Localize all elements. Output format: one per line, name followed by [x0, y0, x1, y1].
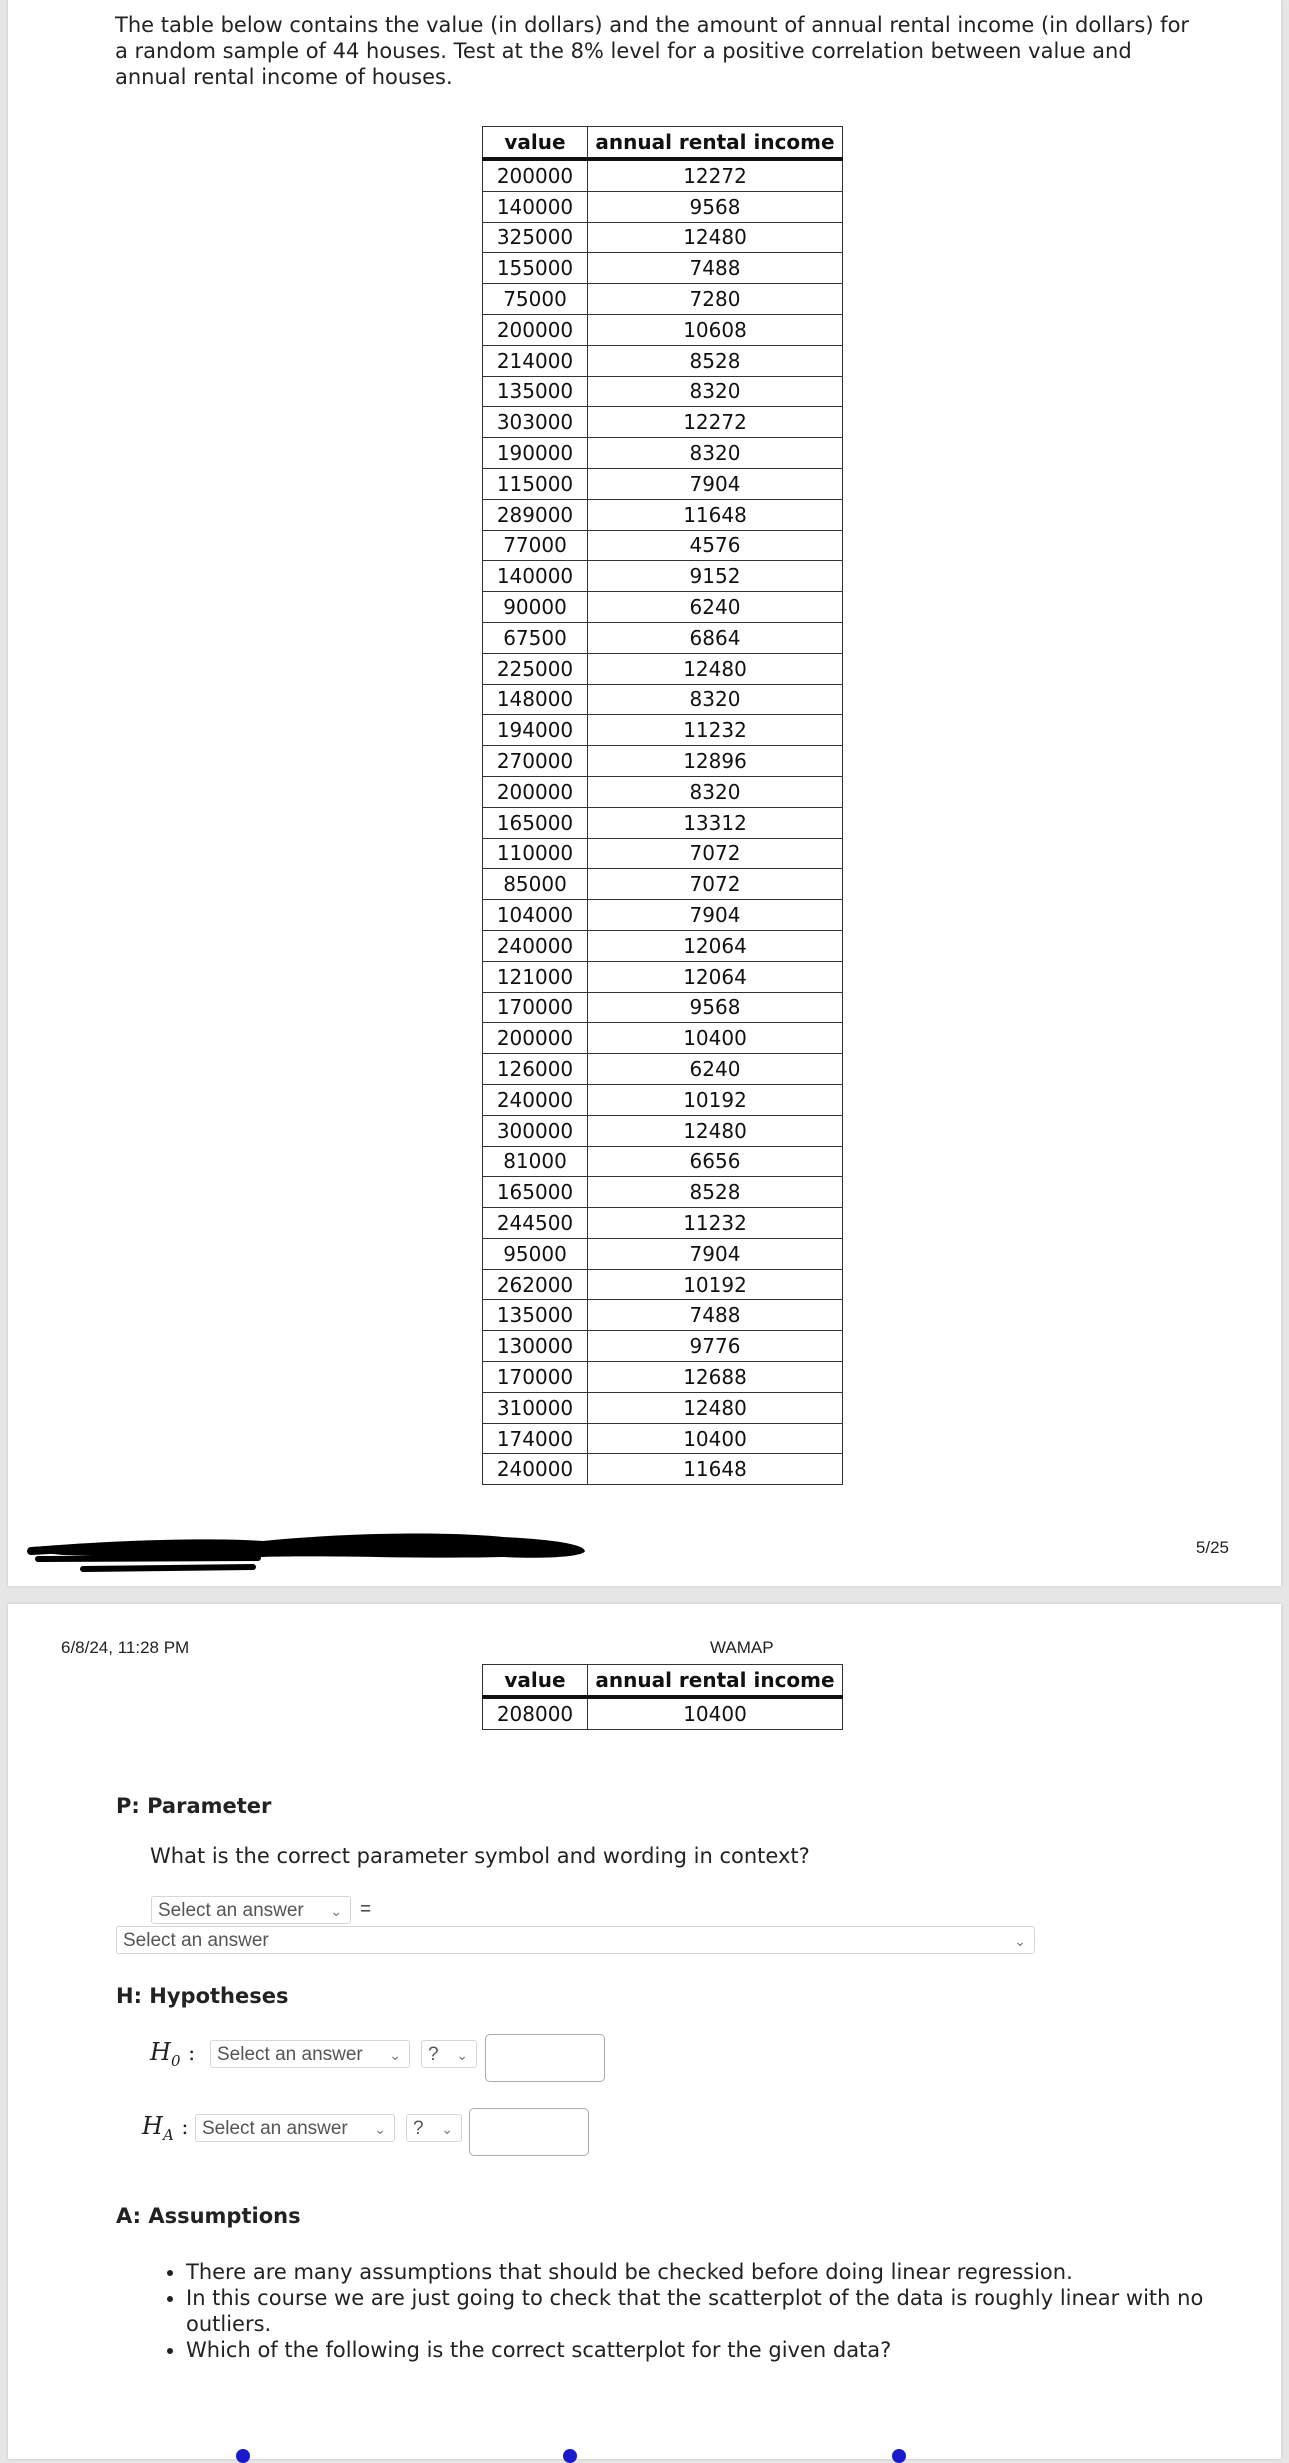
cell-rental-income: 12896	[588, 746, 843, 777]
data-table-continued	[482, 1664, 843, 1730]
assumptions-list	[156, 2259, 1246, 2363]
cell-rental-income: 10192	[588, 1269, 843, 1300]
h0-value-input[interactable]	[485, 2034, 605, 2082]
cell-value: 200000	[483, 776, 588, 807]
parameter-question: What is the correct parameter symbol and wording in context?	[150, 1844, 810, 1868]
cell-rental-income: 8320	[588, 684, 843, 715]
table-row	[483, 838, 843, 869]
cell-value: 130000	[483, 1331, 588, 1362]
cell-rental-income: 8320	[588, 376, 843, 407]
cell-value: 170000	[483, 1362, 588, 1393]
table-row	[483, 1208, 843, 1239]
scatterplot-option-b-point	[563, 2449, 577, 2463]
ha-subscript: A	[162, 2126, 174, 2144]
scatterplot-option-c-point	[892, 2449, 906, 2463]
table-row	[483, 592, 843, 623]
cell-value: 165000	[483, 1177, 588, 1208]
table-row	[483, 930, 843, 961]
cell-rental-income: 12064	[588, 961, 843, 992]
cell-value: 240000	[483, 1084, 588, 1115]
assumption-item: • There are many assumptions that should be checked before doing linear regression.	[186, 2259, 1246, 2285]
cell-rental-income: 11648	[588, 499, 843, 530]
site-title: WAMAP	[710, 1638, 774, 1657]
cell-value: 262000	[483, 1269, 588, 1300]
cell-value: 270000	[483, 746, 588, 777]
assumption-item: • Which of the following is the correct scatterplot for the given data?	[186, 2337, 1246, 2363]
cell-rental-income: 9568	[588, 992, 843, 1023]
cell-value: 170000	[483, 992, 588, 1023]
cell-value: 155000	[483, 253, 588, 284]
table-row	[483, 869, 843, 900]
table-row	[483, 1300, 843, 1331]
redaction-scribble	[23, 1525, 593, 1575]
h0-colon: :	[188, 2041, 196, 2065]
cell-value: 194000	[483, 715, 588, 746]
cell-rental-income: 11232	[588, 715, 843, 746]
table-row	[483, 1238, 843, 1269]
column-header-income: annual rental income	[588, 127, 843, 160]
h0-letter: H	[150, 2038, 171, 2066]
table-row	[483, 1146, 843, 1177]
cell-rental-income: 9152	[588, 561, 843, 592]
table-row	[483, 715, 843, 746]
table-row	[483, 1331, 843, 1362]
cell-value: 214000	[483, 345, 588, 376]
table-row	[483, 653, 843, 684]
cell-rental-income: 7072	[588, 869, 843, 900]
chevron-down-icon: ⌄	[330, 1903, 342, 1919]
cell-rental-income: 11648	[588, 1454, 843, 1485]
assumption-item: • In this course we are just going to check that the scatterplot of the data is roughly linear with no outliers.	[186, 2285, 1246, 2337]
cell-rental-income: 6240	[588, 592, 843, 623]
cell-value: 95000	[483, 1238, 588, 1269]
table-row	[483, 191, 843, 222]
cell-rental-income: 12480	[588, 222, 843, 253]
cell-rental-income: 7072	[588, 838, 843, 869]
cell-rental-income: 10400	[588, 1423, 843, 1454]
table-row	[483, 807, 843, 838]
cell-value: 240000	[483, 930, 588, 961]
cell-value: 303000	[483, 407, 588, 438]
cell-value: 300000	[483, 1115, 588, 1146]
cell-rental-income: 7488	[588, 253, 843, 284]
cell-value: 77000	[483, 530, 588, 561]
ha-parameter-select-label: Select an answer	[202, 2118, 348, 2139]
column-header-value: value	[483, 1665, 588, 1698]
page-number: 5/25	[1195, 1538, 1229, 1557]
cell-rental-income: 10192	[588, 1084, 843, 1115]
table-row	[483, 1084, 843, 1115]
cell-rental-income: 9568	[588, 191, 843, 222]
cell-rental-income: 11232	[588, 1208, 843, 1239]
table-row	[483, 961, 843, 992]
cell-value: 140000	[483, 191, 588, 222]
cell-value: 67500	[483, 622, 588, 653]
null-hypothesis-label	[150, 2038, 195, 2070]
cell-rental-income: 12480	[588, 1115, 843, 1146]
ha-value-input[interactable]	[469, 2108, 589, 2156]
ha-letter: H	[142, 2112, 163, 2140]
cell-rental-income: 12480	[588, 653, 843, 684]
page-1	[8, 0, 1281, 1586]
parameter-wording-select-label: Select an answer	[123, 1930, 269, 1951]
cell-value: 75000	[483, 284, 588, 315]
cell-rental-income: 7280	[588, 284, 843, 315]
data-table-body	[483, 1697, 843, 1729]
table-row	[483, 1423, 843, 1454]
table-row	[483, 746, 843, 777]
cell-rental-income: 7904	[588, 1238, 843, 1269]
table-row	[483, 1454, 843, 1485]
cell-rental-income: 10608	[588, 314, 843, 345]
ha-colon: :	[181, 2115, 189, 2139]
cell-rental-income: 8320	[588, 438, 843, 469]
table-row	[483, 684, 843, 715]
data-table-body	[483, 159, 843, 1485]
cell-value: 121000	[483, 961, 588, 992]
table-row	[483, 1115, 843, 1146]
column-header-value: value	[483, 127, 588, 160]
table-row	[483, 776, 843, 807]
cell-value: 135000	[483, 376, 588, 407]
h0-parameter-select-label: Select an answer	[217, 2044, 363, 2065]
cell-rental-income: 12480	[588, 1392, 843, 1423]
ha-parameter-select[interactable]	[195, 2114, 395, 2142]
cell-rental-income: 12272	[588, 407, 843, 438]
cell-value: 240000	[483, 1454, 588, 1485]
cell-rental-income: 8528	[588, 345, 843, 376]
parameter-wording-select[interactable]	[116, 1926, 1035, 1954]
equals-sign: =	[360, 1899, 372, 1920]
cell-value: 325000	[483, 222, 588, 253]
parameter-symbol-select[interactable]	[151, 1896, 351, 1924]
cell-value: 165000	[483, 807, 588, 838]
ha-operator-select-label: ?	[413, 2118, 424, 2139]
cell-rental-income: 10400	[588, 1697, 843, 1729]
cell-rental-income: 6240	[588, 1054, 843, 1085]
table-row	[483, 253, 843, 284]
print-date: 6/8/24, 11:28 PM	[61, 1638, 190, 1657]
cell-value: 174000	[483, 1423, 588, 1454]
h0-subscript: 0	[170, 2052, 181, 2070]
h0-operator-select[interactable]	[421, 2040, 477, 2068]
cell-value: 115000	[483, 468, 588, 499]
problem-statement: The table below contains the value (in dollars) and the amount of annual rental income (in dollars) for a random sample of 44 houses. Test at the 8% level for a positive correlation between value and annual rental income of houses.	[115, 13, 1190, 89]
cell-rental-income: 12272	[588, 159, 843, 191]
parameter-symbol-select-label: Select an answer	[158, 1900, 304, 1921]
ha-operator-select[interactable]	[406, 2114, 462, 2142]
table-row	[483, 1054, 843, 1085]
table-row	[483, 530, 843, 561]
cell-rental-income: 13312	[588, 807, 843, 838]
cell-rental-income: 9776	[588, 1331, 843, 1362]
cell-value: 190000	[483, 438, 588, 469]
table-row	[483, 1269, 843, 1300]
table-row	[483, 900, 843, 931]
table-row	[483, 1177, 843, 1208]
cell-rental-income: 12064	[588, 930, 843, 961]
column-header-income: annual rental income	[588, 1665, 843, 1698]
table-row	[483, 1697, 843, 1729]
table-row	[483, 1392, 843, 1423]
assumptions-title: A: Assumptions	[116, 2204, 301, 2228]
cell-value: 225000	[483, 653, 588, 684]
table-row	[483, 376, 843, 407]
table-row	[483, 345, 843, 376]
cell-value: 200000	[483, 1023, 588, 1054]
cell-rental-income: 8320	[588, 776, 843, 807]
scatterplot-option-a-point	[236, 2449, 250, 2463]
cell-value: 85000	[483, 869, 588, 900]
chevron-down-icon: ⌄	[1014, 1933, 1026, 1949]
hypotheses-title: H: Hypotheses	[116, 1984, 289, 2008]
h0-parameter-select[interactable]	[210, 2040, 410, 2068]
parameter-title: P: Parameter	[116, 1794, 272, 1818]
cell-value: 310000	[483, 1392, 588, 1423]
chevron-down-icon: ⌄	[389, 2047, 401, 2063]
cell-value: 200000	[483, 159, 588, 191]
table-row	[483, 314, 843, 345]
table-row	[483, 1362, 843, 1393]
cell-rental-income: 7904	[588, 900, 843, 931]
chevron-down-icon: ⌄	[441, 2121, 453, 2137]
page-2	[8, 1604, 1281, 2459]
cell-rental-income: 6656	[588, 1146, 843, 1177]
cell-rental-income: 6864	[588, 622, 843, 653]
cell-value: 208000	[483, 1697, 588, 1729]
chevron-down-icon: ⌄	[456, 2047, 468, 2063]
data-table	[482, 126, 843, 1485]
cell-value: 104000	[483, 900, 588, 931]
cell-rental-income: 7488	[588, 1300, 843, 1331]
table-row	[483, 468, 843, 499]
table-row	[483, 622, 843, 653]
table-row	[483, 159, 843, 191]
alternative-hypothesis-label	[142, 2112, 189, 2144]
table-row	[483, 992, 843, 1023]
cell-value: 148000	[483, 684, 588, 715]
cell-rental-income: 8528	[588, 1177, 843, 1208]
cell-value: 90000	[483, 592, 588, 623]
cell-rental-income: 4576	[588, 530, 843, 561]
chevron-down-icon: ⌄	[374, 2121, 386, 2137]
cell-value: 244500	[483, 1208, 588, 1239]
cell-rental-income: 10400	[588, 1023, 843, 1054]
table-row	[483, 1023, 843, 1054]
table-row	[483, 407, 843, 438]
table-row	[483, 222, 843, 253]
cell-value: 200000	[483, 314, 588, 345]
cell-value: 126000	[483, 1054, 588, 1085]
cell-value: 135000	[483, 1300, 588, 1331]
cell-value: 110000	[483, 838, 588, 869]
table-row	[483, 438, 843, 469]
cell-value: 140000	[483, 561, 588, 592]
cell-rental-income: 7904	[588, 468, 843, 499]
table-row	[483, 499, 843, 530]
table-row	[483, 561, 843, 592]
cell-value: 81000	[483, 1146, 588, 1177]
cell-value: 289000	[483, 499, 588, 530]
table-row	[483, 284, 843, 315]
h0-operator-select-label: ?	[428, 2044, 439, 2065]
cell-rental-income: 12688	[588, 1362, 843, 1393]
